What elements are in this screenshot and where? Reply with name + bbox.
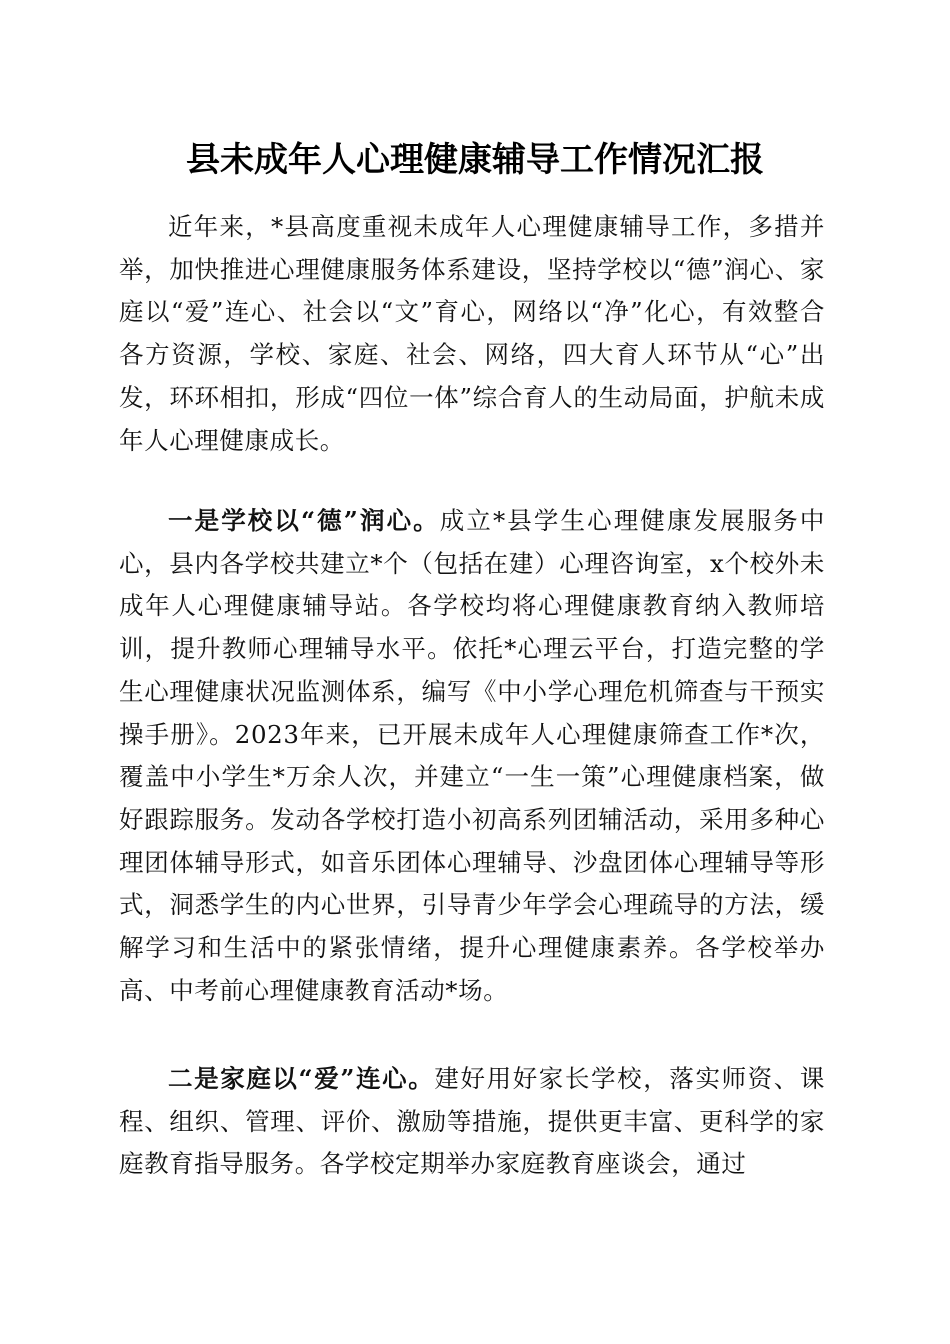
paragraph-lead: 二是家庭以“爱”连心。 (168, 1064, 435, 1093)
paragraph-school (119, 500, 825, 1012)
paragraph-lead: 一是学校以“德”润心。 (168, 506, 440, 535)
paragraph-text: 建好用好家长学校，落实师资、课程、组织、管理、评价、激励等措施，提供更丰富、更科学的家庭教育指导服务。各学校定期举办家庭教育座谈会，通过 (119, 1064, 825, 1179)
paragraph-family (119, 1058, 825, 1186)
document-title: 县未成年人心理健康辅导工作情况汇报 (186, 140, 764, 180)
paragraph-text: 近年来，*县高度重视未成年人心理健康辅导工作，多措并举，加快推进心理健康服务体系建设，坚持学校以“德”润心、家庭以“爱”连心、社会以“文”育心，网络以“净”化心，有效整合各方资源，学校、家庭、社会、网络，四大育人环节从“心”出发，环环相扣，形成“四位一体”综合育人的生动局面，护航未成年人心理健康成长。 (119, 212, 825, 455)
paragraph-intro (119, 206, 825, 462)
paragraph-text: 成立*县学生心理健康发展服务中心，县内各学校共建立*个（包括在建）心理咨询室，x个校外未成年人心理健康辅导站。各学校均将心理健康教育纳入教师培训，提升教师心理辅导水平。依托*心理云平台，打造完整的学生心理健康状况监测体系，编写《中小学心理危机筛查与干预实操手册》。2023年来，已开展未成年人心理健康筛查工作*次，覆盖中小学生*万余人次，并建立“一生一策”心理健康档案，做好跟踪服务。发动各学校打造小初高系列团辅活动，采用多种心理团体辅导形式，如音乐团体心理辅导、沙盘团体心理辅导等形式，洞悉学生的内心世界，引导青少年学会心理疏导的方法，缓解学习和生活中的紧张情绪，提升心理健康素养。各学校举办高、中考前心理健康教育活动*场。 (119, 506, 825, 1005)
